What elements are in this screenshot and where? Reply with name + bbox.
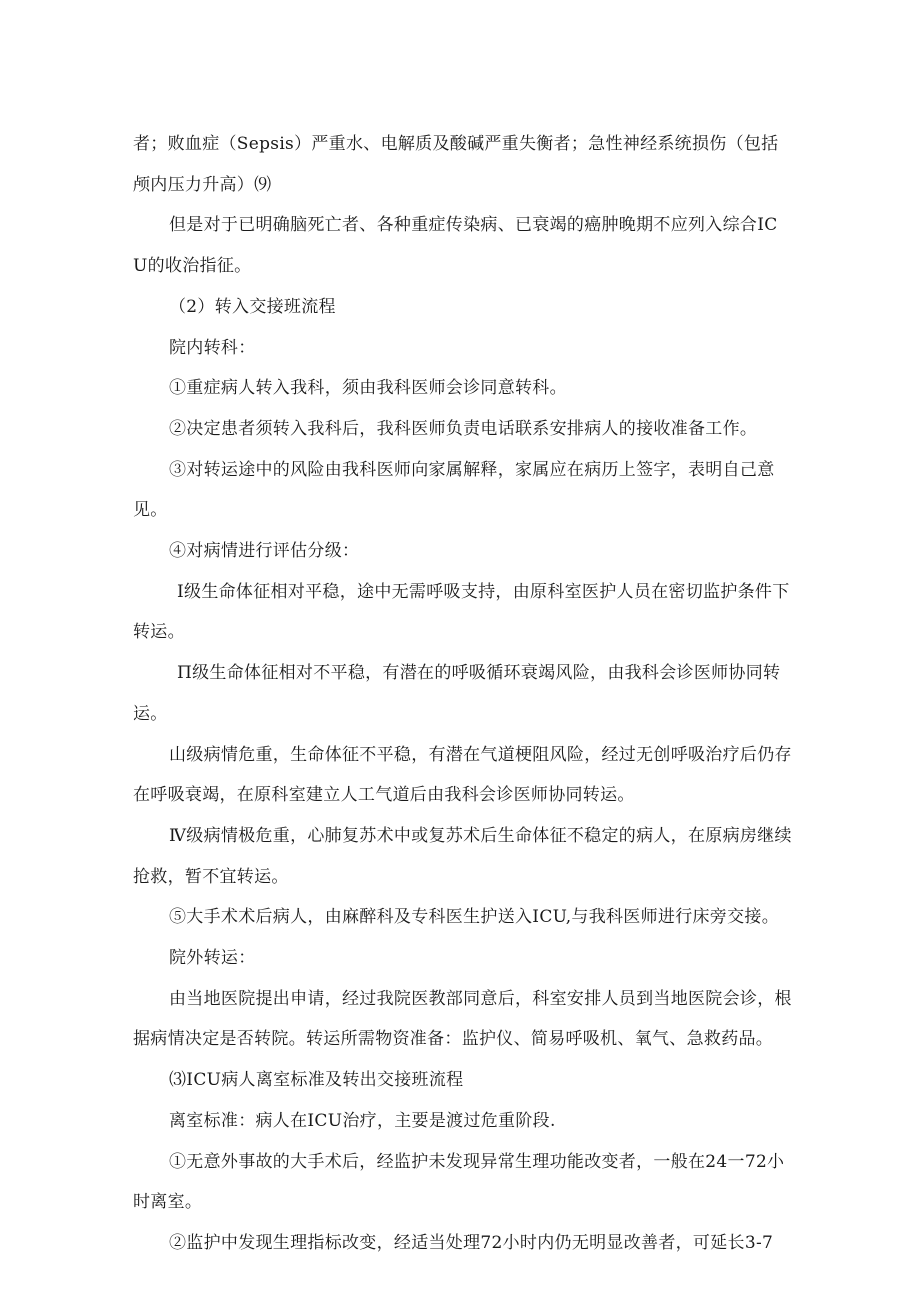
paragraph-2: 但是对于已明确脑死亡者、各种重症传染病、已衰竭的癌肿晚期不应列入综合ICU的收治指征。 [133, 215, 778, 277]
grade-4-paragraph: Ⅳ级病情极危重，心肺复苏术中或复苏术后生命体征不稳定的病人，在原病房继续抢救，暂不宜转运。 [133, 825, 792, 887]
list-item-4: ④对病情进行评估分级： [169, 541, 360, 562]
list-item-2: ②决定患者须转入我科后，我科医师负责电话联系安排病人的接收准备工作。 [169, 418, 758, 439]
discharge-criteria-paragraph: 离室标准：病人在ICU治疗，主要是渡过危重阶段. [169, 1110, 556, 1131]
section-heading-2: （2）转入交接班流程 [169, 296, 336, 317]
list-item-1: ①重症病人转入我科，须由我科医师会诊同意转科。 [169, 378, 567, 399]
grade-1-paragraph: Ⅰ级生命体征相对平稳，途中无需呼吸支持，由原科室医护人员在密切监护条件下转运。 [133, 581, 790, 643]
subheading-external-transfer: 院外转运： [169, 948, 256, 969]
discharge-item-1: ①无意外事故的大手术后，经监护未发现异常生理功能改变者，一般在24一72小时离室。 [133, 1151, 785, 1213]
list-item-5: ⑤大手术术后病人，由麻醉科及专科医生护送入ICU,与我科医师进行床旁交接。 [169, 907, 779, 928]
grade-3-paragraph: 山级病情危重，生命体征不平稳，有潜在气道梗阻风险，经过无创呼吸治疗后仍存在呼吸衰竭，在原科室建立人工气道后由我科会诊医师协同转运。 [133, 744, 792, 806]
section-heading-3: ⑶ICU病人离室标准及转出交接班流程 [169, 1070, 464, 1091]
grade-2-paragraph: Π级生命体征相对不平稳，有潜在的呼吸循环衰竭风险，由我科会诊医师协同转运。 [133, 663, 781, 724]
external-transfer-paragraph: 由当地医院提出申请，经过我院医教部同意后，科室安排人员到当地医院会诊，根据病情决定是否转院。转运所需物资准备：监护仪、简易呼吸机、氧气、急救药品。 [133, 988, 792, 1050]
discharge-item-2: ②监护中发现生理指标改变，经适当处理72小时内仍无明显改善者，可延长3-7 [169, 1232, 774, 1253]
list-item-3: ③对转运途中的风险由我科医师向家属解释，家属应在病历上签字，表明自己意见。 [133, 459, 775, 521]
subheading-internal-transfer: 院内转科： [169, 337, 256, 358]
paragraph-1: 者；败血症（Sepsis）严重水、电解质及酸碱严重失衡者；急性神经系统损伤（包括颅内压力升高）⑼ [133, 134, 779, 195]
